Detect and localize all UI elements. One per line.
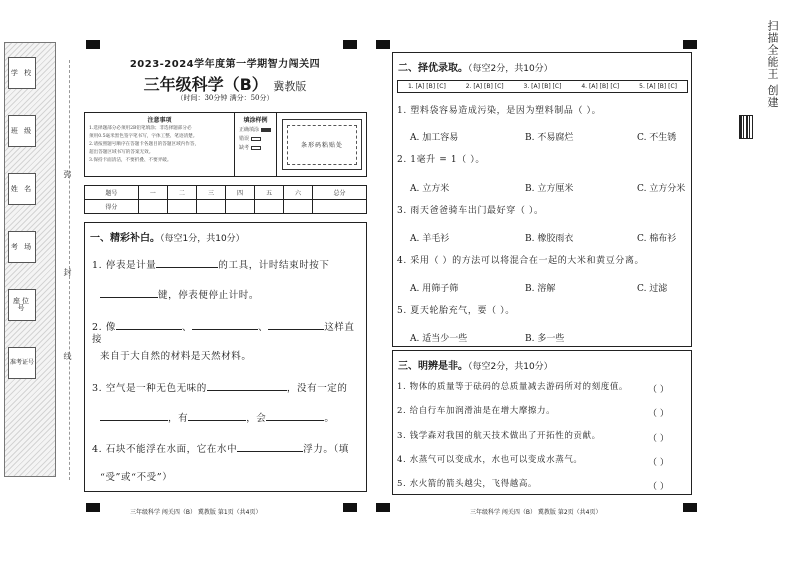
barcode-area: [282, 119, 362, 170]
option: A. 立方米: [410, 184, 450, 194]
page-footer-left: 三年级科学 闯关四（B） 冀教版 第1页（共4页）: [130, 509, 262, 516]
registration-mark: [376, 503, 390, 512]
page-footer-right: 三年级科学 闯关四（B） 冀教版 第2页（共4页）: [470, 509, 602, 516]
score-input-cell[interactable]: [225, 200, 254, 214]
score-cell: 一: [138, 186, 167, 200]
score-table-header-row: [85, 186, 367, 200]
fill-correct: 正确填涂: [239, 126, 279, 135]
score-cell: 二: [167, 186, 196, 200]
student-info-strip: [4, 42, 56, 477]
score-input-cell[interactable]: [313, 200, 367, 214]
answer-bubble-row: [397, 80, 688, 93]
option: B. 立方厘米: [525, 184, 574, 194]
info-field-name[interactable]: 姓 名: [8, 173, 36, 205]
fill-wrong: 错误: [239, 135, 279, 144]
judgment-blank[interactable]: （ ）: [648, 385, 669, 395]
registration-mark: [683, 40, 697, 49]
option: B. 不易腐烂: [525, 133, 574, 143]
notice-title: 注意事项: [147, 117, 172, 124]
section1-question-3-cont: ，有 ，会 。: [100, 411, 335, 425]
answer-bubble-group[interactable]: 3. [A] [B] [C]: [523, 83, 562, 90]
score-input-cell[interactable]: [255, 200, 284, 214]
edition-label: 冀教版: [273, 80, 307, 93]
answer-blank[interactable]: [268, 320, 324, 330]
section3-item-4: 4. 水蒸气可以变成水，水也可以变成水蒸气。: [397, 455, 583, 465]
section1-title: 一、精彩补白。（每空1分，共10分）: [90, 233, 245, 244]
answer-blank[interactable]: [100, 288, 158, 298]
score-cell: 六: [284, 186, 313, 200]
score-cell: 得分: [85, 200, 139, 214]
section1-question-4-cont: “受”或“不受”）: [100, 472, 173, 483]
answer-blank[interactable]: [192, 320, 258, 330]
subject-name: 三年级科学（B）: [143, 75, 268, 94]
section2-question-1: 1. 塑料袋容易造成污染，是因为塑料制品（ ）。: [397, 106, 602, 116]
answer-blank[interactable]: [266, 411, 324, 421]
notice-line: 超出答题区域书写的答案无效。: [89, 150, 154, 155]
section3-item-2: 2. 给自行车加润滑油是在增大摩擦力。: [397, 406, 556, 416]
answer-bubble-group[interactable]: 5. [A] [B] [C]: [639, 83, 678, 90]
fill-absent: 缺考: [239, 144, 279, 153]
score-input-cell[interactable]: [284, 200, 313, 214]
scanner-watermark: 扫描全能王 创建: [766, 20, 779, 109]
registration-mark: [343, 40, 357, 49]
exam-title: 2023-2024学年度第一学期智力闯关四: [129, 59, 321, 70]
section2-question-5: 5. 夏天轮胎充气，要（ ）。: [397, 306, 515, 316]
section2-box: [392, 52, 692, 347]
judgment-blank[interactable]: （ ）: [648, 458, 669, 468]
answer-bubble-group[interactable]: 1. [A] [B] [C]: [407, 83, 446, 90]
score-input-cell[interactable]: [196, 200, 225, 214]
section1-question-4: 4. 石块不能浮在水面，它在水中 浮力。（填: [92, 444, 349, 455]
answer-bubble-group[interactable]: 2. [A] [B] [C]: [465, 83, 504, 90]
registration-mark: [86, 40, 100, 49]
option: A. 加工容易: [410, 133, 459, 143]
section2-question-4: 4. 采用（ ）的方法可以将混合在一起的大米和黄豆分离。: [397, 256, 645, 266]
answer-blank[interactable]: [100, 411, 168, 421]
option: B. 溶解: [525, 284, 556, 294]
section2-question-3: 3. 雨天爸爸骑车出门最好穿（ ）。: [397, 206, 544, 216]
judgment-blank[interactable]: （ ）: [648, 434, 669, 444]
registration-mark: [683, 503, 697, 512]
notice-line: 1.选择题部分必须用2B铅笔填涂；非选择题部分必: [89, 126, 192, 131]
section1-question-1-cont: 键，停表便停止计时。: [100, 288, 259, 302]
judgment-blank[interactable]: （ ）: [648, 409, 669, 419]
answer-blank[interactable]: [207, 381, 287, 391]
score-input-cell[interactable]: [167, 200, 196, 214]
fill-example-title: 填涂样例: [243, 117, 268, 124]
score-cell: 三: [196, 186, 225, 200]
section1-question-2: 2. 像 、 、 这样直接: [92, 322, 355, 345]
option: B. 橡胶雨衣: [525, 234, 574, 244]
qr-code-icon: [739, 115, 753, 139]
fill-examples: [239, 126, 279, 153]
registration-mark: [86, 503, 100, 512]
fill-example-column: [235, 113, 277, 176]
option: B. 多一些: [525, 334, 565, 344]
section3-item-3: 3. 钱学森对我国的航天技术做出了开拓性的贡献。: [397, 431, 601, 441]
judgment-blank[interactable]: （ ）: [648, 482, 669, 492]
option: A. 用筛子筛: [410, 284, 459, 294]
subject-title: [80, 72, 370, 95]
option: A. 羊毛衫: [410, 234, 450, 244]
option: A. 适当少一些: [410, 334, 468, 344]
info-field-school[interactable]: 学 校: [8, 57, 36, 89]
score-table: [84, 185, 367, 214]
score-cell: 总分: [313, 186, 367, 200]
answer-bubble-group[interactable]: 4. [A] [B] [C]: [581, 83, 620, 90]
section3-item-1: 1. 物体的质量等于砝码的总质量减去游码所对的刻度值。: [397, 382, 629, 392]
section2-title: 二、择优录取。（每空2分，共10分）: [398, 63, 553, 74]
seal-char: 弥: [63, 170, 72, 178]
score-cell: 四: [225, 186, 254, 200]
registration-mark: [376, 40, 390, 49]
answer-blank[interactable]: [156, 258, 218, 268]
section3-title: 三、明辨是非。（每空2分，共10分）: [398, 361, 553, 372]
seal-char: 封: [63, 268, 72, 276]
option: C. 过滤: [637, 284, 668, 294]
registration-mark: [343, 503, 357, 512]
barcode-label: 条形码粘贴处: [287, 125, 357, 165]
section2-question-2: 2. 1毫升 = 1（ ）。: [397, 155, 485, 165]
notice-line: 2.请按照题号顺序在答题卡各题目的答题区域内作答，: [89, 142, 200, 147]
notice-box: [84, 112, 367, 177]
answer-blank[interactable]: [237, 442, 303, 452]
section1-question-3: 3. 空气是一种无色无味的 ，没有一定的: [92, 383, 348, 394]
notice-line: 3.保持卡面清洁，不要折叠、不要弄破。: [89, 158, 172, 163]
seal-char: 线: [63, 352, 72, 360]
info-field-exam-id[interactable]: 准考证号: [8, 347, 36, 379]
option: C. 棉布衫: [637, 234, 677, 244]
section1-question-2-cont: 来自于大自然的材料是天然材料。: [100, 351, 252, 362]
info-field-exam-room[interactable]: 考 场: [8, 231, 36, 263]
section3-item-5: 5. 水火箭的箭头越尖，飞得越高。: [397, 479, 538, 489]
notice-column: [85, 113, 235, 176]
info-field-class[interactable]: 班 级: [8, 115, 36, 147]
notice-line: 须用0.5毫米黑色签字笔书写，字体工整、笔迹清楚。: [89, 134, 198, 139]
answer-blank[interactable]: [188, 411, 246, 421]
option: C. 立方分米: [637, 184, 686, 194]
answer-blank[interactable]: [116, 320, 182, 330]
score-cell: 题号: [85, 186, 139, 200]
section1-question-1: 1. 停表是计量 的工具，计时结束时按下: [92, 260, 330, 271]
info-field-seat-number[interactable]: 座位号: [8, 289, 36, 321]
score-cell: 五: [255, 186, 284, 200]
score-table-score-row: [85, 200, 367, 214]
notice-lines: [89, 125, 229, 165]
time-note: （时间：30分钟 满分：50分）: [176, 94, 274, 102]
option: C. 不生锈: [637, 133, 677, 143]
score-input-cell[interactable]: [138, 200, 167, 214]
